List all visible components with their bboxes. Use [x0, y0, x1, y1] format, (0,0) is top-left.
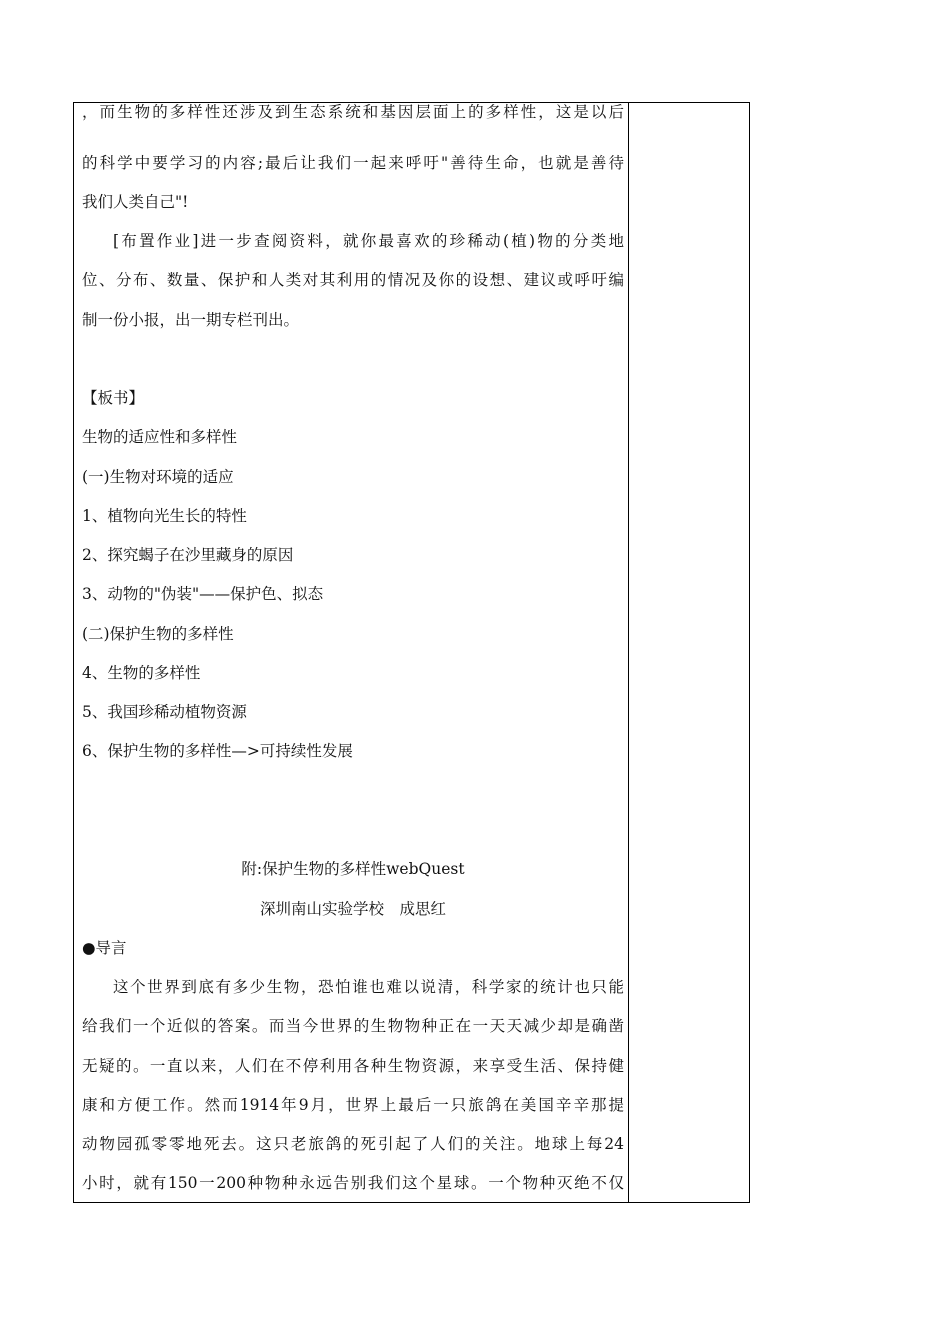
board-item: 3、动物的"伪装"——保护色、拟态	[82, 585, 324, 603]
intro-line: 动物园孤零零地死去。这只老旅鸽的死引起了人们的关注。地球上每24	[82, 1135, 624, 1153]
board-item: (二)保护生物的多样性	[82, 625, 234, 643]
table-column-divider	[628, 102, 629, 1203]
paragraph-line: 我们人类自己"!	[82, 193, 189, 211]
appendix-author: 深圳南山实验学校 成思红	[259, 900, 446, 918]
intro-heading: ●导言	[82, 939, 127, 957]
homework-line: 位、分布、数量、保护和人类对其利用的情况及你的设想、建议或呼吁编	[82, 271, 624, 289]
intro-line: 无疑的。一直以来，人们在不停利用各种生物资源，来享受生活、保持健	[82, 1057, 624, 1075]
board-item: 5、我国珍稀动植物资源	[82, 703, 247, 721]
lesson-table	[73, 102, 750, 1203]
homework-line: 制一份小报，出一期专栏刊出。	[82, 311, 300, 329]
board-item: 6、保护生物的多样性—>可持续性发展	[82, 742, 353, 760]
board-item: 4、生物的多样性	[82, 664, 201, 682]
intro-line: 小时，就有150一200种物种永远告别我们这个星球。一个物种灭绝不仅	[82, 1174, 624, 1192]
paragraph-line: 的科学中要学习的内容;最后让我们一起来呼吁"善待生命，也就是善待	[82, 154, 624, 172]
intro-line: 给我们一个近似的答案。而当今世界的生物物种正在一天天减少却是确凿	[82, 1017, 624, 1035]
board-item: (一)生物对环境的适应	[82, 468, 234, 486]
board-heading: 【板书】	[82, 389, 145, 407]
board-item: 2、探究蝎子在沙里藏身的原因	[82, 546, 294, 564]
board-title: 生物的适应性和多样性	[82, 428, 238, 446]
appendix-title: 附:保护生物的多样性webQuest	[241, 860, 465, 878]
paragraph-line: ，而生物的多样性还涉及到生态系统和基因层面上的多样性，这是以后	[82, 103, 624, 121]
board-item: 1、植物向光生长的特性	[82, 507, 247, 525]
intro-line: 这个世界到底有多少生物，恐怕谁也难以说清，科学家的统计也只能	[113, 978, 624, 996]
homework-line: [布置作业]进一步查阅资料，就你最喜欢的珍稀动(植)物的分类地	[113, 232, 624, 250]
intro-line: 康和方便工作。然而1914年9月，世界上最后一只旅鸽在美国辛辛那提	[82, 1096, 624, 1114]
